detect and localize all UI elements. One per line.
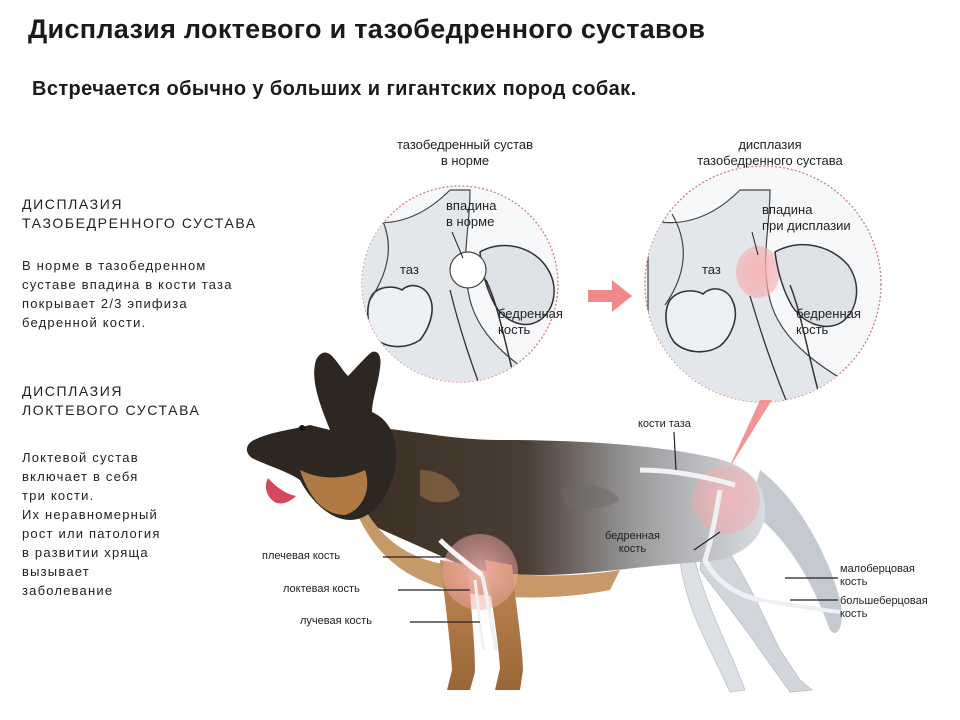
femur-dog-label-line: кость xyxy=(618,543,647,555)
pelvis-bones-label: кости таза xyxy=(638,418,691,430)
normal-circle-caption xyxy=(350,137,580,169)
elbow-text-line: включает в себя xyxy=(22,469,139,484)
tibia-label-line: большеберцовая xyxy=(840,595,928,607)
hip-text-line: бедренной кости. xyxy=(22,315,147,330)
hip-text-line: В норме в тазобедренном xyxy=(22,258,207,273)
elbow-heading-line: ЛОКТЕВОГО СУСТАВА xyxy=(22,402,201,418)
femur-dog-label xyxy=(605,530,660,556)
tibia-label xyxy=(840,595,928,621)
caption-line: дисплазия xyxy=(738,137,802,152)
fibula-label-line: малоберцовая xyxy=(840,563,915,575)
ulna-label: локтевая кость xyxy=(283,583,360,595)
dysplasia-pelvis-label: таз xyxy=(702,262,721,277)
callout-pointer xyxy=(728,400,772,470)
hip-text-line: суставе впадина в кости таза xyxy=(22,277,233,292)
dysplasia-socket-label xyxy=(762,202,851,234)
hip-text-line: покрывает 2/3 эпифиза xyxy=(22,296,188,311)
hip-heading-line: ТАЗОБЕДРЕННОГО СУСТАВА xyxy=(22,215,257,231)
normal-femur-label xyxy=(498,306,563,338)
socket-label-line: впадина xyxy=(762,202,813,217)
normal-socket-label xyxy=(446,198,496,230)
tibia-label-line: кость xyxy=(840,608,868,620)
fibula-label xyxy=(840,563,915,589)
caption-line: тазобедренный сустав xyxy=(396,137,534,152)
socket-label-line: в норме xyxy=(446,214,495,229)
hip-section-heading xyxy=(22,195,257,233)
femur-label-line: кость xyxy=(796,322,829,337)
femur-label-line: бедренная xyxy=(796,306,861,321)
elbow-text-line: в развитии хряща xyxy=(22,545,149,560)
dysplasia-circle-caption xyxy=(640,137,900,169)
caption-line: в норме xyxy=(440,153,490,168)
femur-label-line: кость xyxy=(498,322,531,337)
elbow-text-line: заболевание xyxy=(22,583,114,598)
elbow-section-text xyxy=(22,448,161,600)
dysplasia-femur-label xyxy=(796,306,861,338)
page-title: Дисплазия локтевого и тазобедренного суставов xyxy=(28,14,706,44)
transition-arrow xyxy=(588,280,632,312)
elbow-text-line: Локтевой сустав xyxy=(22,450,139,465)
femur-label-line: бедренная xyxy=(498,306,563,321)
page-subtitle: Встречается обычно у больших и гигантских пород собак. xyxy=(32,78,637,100)
caption-line: тазобедренного сустава xyxy=(697,153,843,168)
humerus-label: плечевая кость xyxy=(262,550,341,562)
socket-label-line: при дисплазии xyxy=(762,218,851,233)
elbow-text-line: Их неравномерный xyxy=(22,507,159,522)
normal-pelvis-label: таз xyxy=(400,262,419,277)
elbow-text-line: три кости. xyxy=(22,488,95,503)
elbow-heading-line: ДИСПЛАЗИЯ xyxy=(22,383,124,399)
elbow-text-line: вызывает xyxy=(22,564,90,579)
radius-label: лучевая кость xyxy=(300,615,372,627)
elbow-text-line: рост или патология xyxy=(22,526,161,541)
socket-label-line: впадина xyxy=(446,198,497,213)
elbow-section-heading xyxy=(22,382,200,420)
hip-heading-line: ДИСПЛАЗИЯ xyxy=(22,196,124,212)
fibula-label-line: кость xyxy=(840,576,868,588)
femur-dog-label-line: бедренная xyxy=(605,530,660,542)
hip-section-text xyxy=(22,256,233,332)
